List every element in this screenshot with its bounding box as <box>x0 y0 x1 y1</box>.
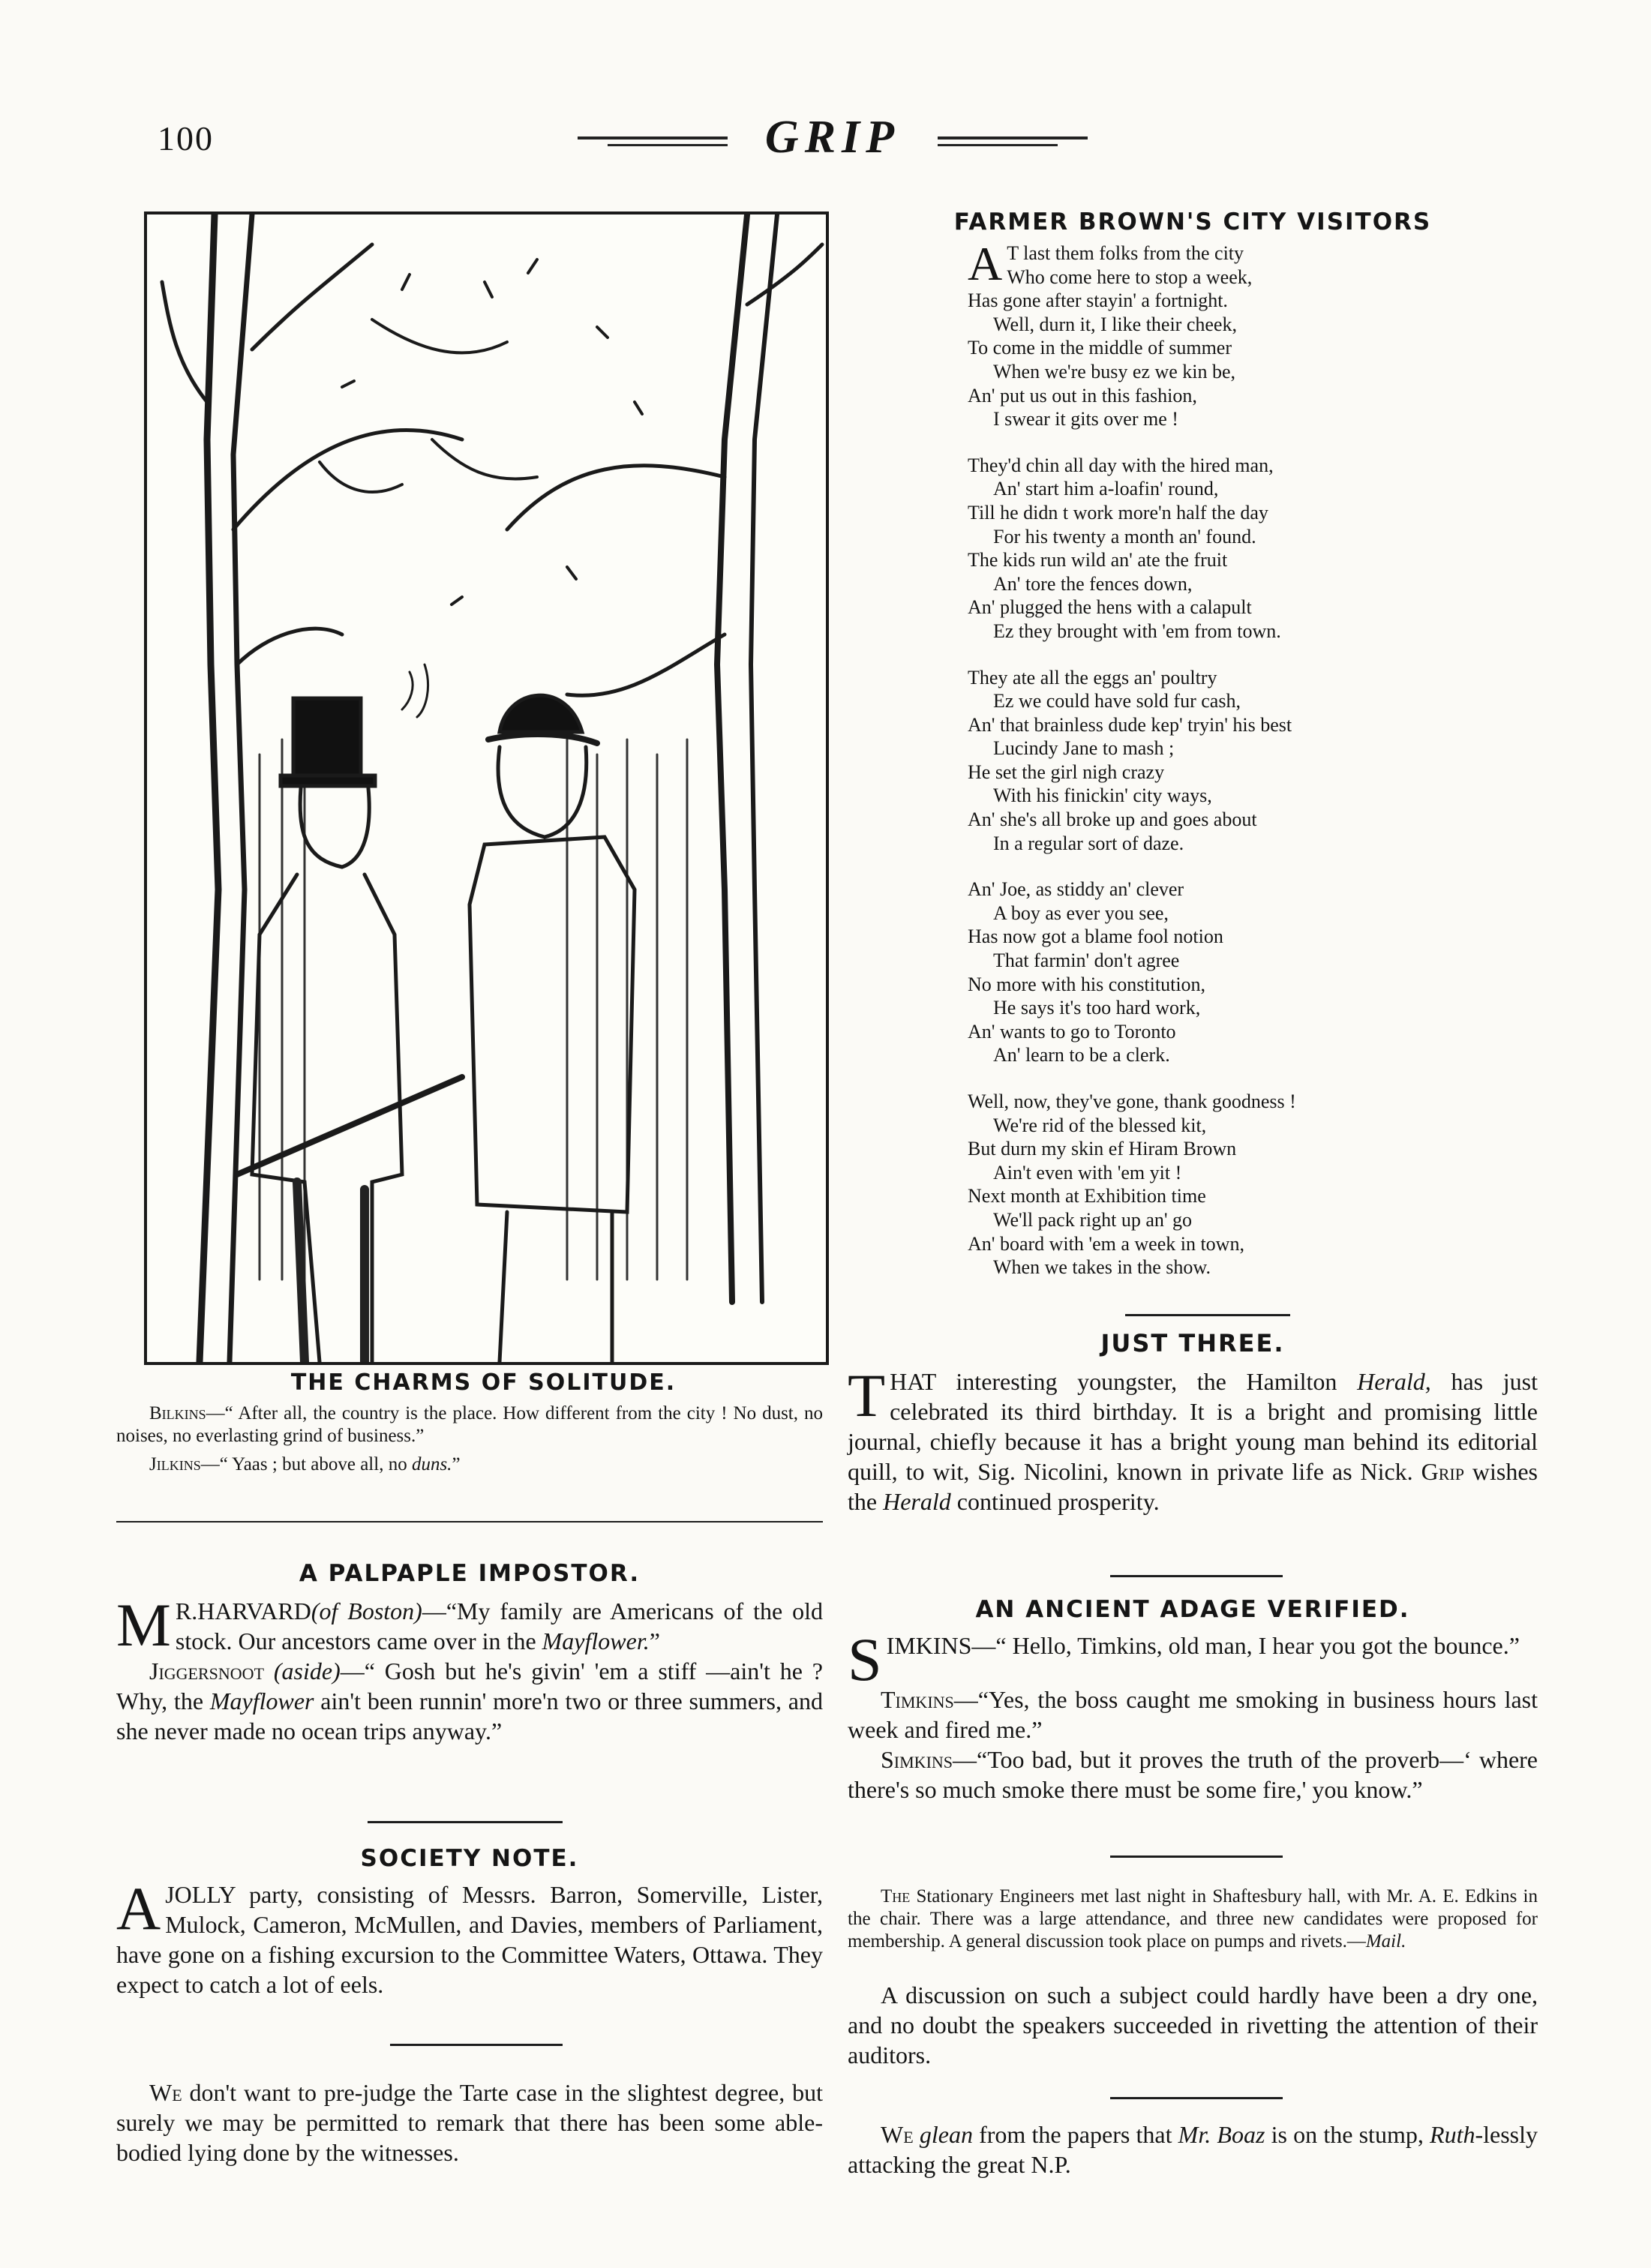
society-title: SOCIETY NOTE. <box>360 1845 579 1872</box>
impostor-p1-em2: Mayflower. <box>542 1628 650 1654</box>
boaz-glean: glean <box>919 2121 973 2148</box>
poem-line: But durn my skin ef Hiram Brown <box>968 1138 1237 1160</box>
impostor-p1-b: —“My family are Americans of the old stock. Our ancestors came over in the <box>175 1598 824 1654</box>
engineers-article <box>848 1886 1538 1953</box>
caption-speaker-2: Jilkins <box>149 1454 201 1474</box>
just-three-c: wishes the <box>848 1458 1538 1515</box>
society-drop-cap: A <box>116 1874 161 1942</box>
adage-p1: IMKINS—“ Hello, Timkins, old man, I hear you got the bounce.” <box>886 1632 1520 1659</box>
poem-line: A boy as ever you see, <box>993 902 1169 924</box>
adage-drop-cap: S <box>848 1625 882 1694</box>
adage-rule <box>1110 1856 1283 1858</box>
poem-line: For his twenty a month an' found. <box>993 525 1256 548</box>
caption-text-2b: ” <box>452 1454 461 1474</box>
adage-title: AN ANCIENT ADAGE VERIFIED. <box>975 1596 1410 1623</box>
cartoon-illustration <box>144 212 829 1365</box>
masthead-title: GRIP <box>764 112 901 163</box>
cartoon-title: THE CHARMS OF SOLITUDE. <box>290 1370 677 1396</box>
adage-p2: —“Yes, the boss caught me smoking in business hours last week and fired me.” <box>848 1686 1538 1743</box>
just-three-b: has just celebrated its third birthday. It is a bright and promising little journal, chiefly because it has a bright young man behind its editorial quill, to wit, Sig. Nicolini, known in private life as Nick. <box>848 1368 1538 1485</box>
just-three-em: Herald, <box>1357 1368 1431 1395</box>
impostor-rule <box>368 1821 563 1823</box>
poem-line: An' put us out in this fashion, <box>968 384 1197 406</box>
poem-line: Ez they brought with 'em from town. <box>993 620 1281 642</box>
poem-line: He set the girl nigh crazy <box>968 760 1165 783</box>
just-three-article <box>848 1361 1538 1516</box>
poem-line: I swear it gits over me ! <box>993 408 1178 430</box>
poem-line: An' start him a-loafin' round, <box>993 478 1219 500</box>
poem-line: Lucindy Jane to mash ; <box>993 737 1175 760</box>
masthead-rule-right <box>938 136 1088 140</box>
poem-line: When we're busy ez we kin be, <box>993 360 1236 382</box>
poem-line: Has gone after stayin' a fortnight. <box>968 290 1228 312</box>
poem-title: FARMER BROWN'S CITY VISITORS <box>953 208 1432 236</box>
poem-drop-cap: A <box>968 237 1003 290</box>
impostor-p2-aside: (aside) <box>264 1658 341 1684</box>
caption-text-1: —“ After all, the country is the place. How different from the city ! No dust, no noises, no everlasting grind of business.” <box>116 1403 823 1446</box>
adage-p2-speaker: Timkins <box>881 1686 954 1713</box>
poem-line: An' plugged the hens with a calapult <box>968 596 1252 619</box>
poem-line: With his finickin' city ways, <box>993 784 1212 807</box>
boaz-ruth: Ruth <box>1430 2121 1475 2148</box>
impostor-p2-em: Mayflower <box>209 1688 314 1714</box>
poem-stanza <box>968 237 1538 431</box>
impostor-article <box>116 1591 824 1746</box>
tarte-text: don't want to pre-judge the Tarte case in the slightest degree, but surely we may be permitted to remark that there has been some able-bodied lying done by the witnesses. <box>116 2079 823 2166</box>
masthead-rule-right-2 <box>938 144 1058 146</box>
poem-line: Well, now, they've gone, thank goodness ! <box>968 1090 1296 1112</box>
just-three-drop-cap: T <box>848 1361 886 1430</box>
boaz-lead: We <box>881 2121 914 2148</box>
poem-line: We're rid of the blessed kit, <box>993 1114 1207 1136</box>
engineers-comment: A discussion on such a subject could hardly have been a dry one, and no doubt the speakers succeeded in rivetting the attention of their auditors. <box>848 1982 1538 2068</box>
tarte-lead: We <box>149 2079 182 2106</box>
caption-text-2a: —“ Yaas ; but above all, no <box>200 1454 412 1474</box>
impostor-p2-speaker: Jiggersnoot <box>149 1658 265 1684</box>
poem-line: An' wants to go to Toronto <box>968 1020 1176 1042</box>
poem-line: Ez we could have sold fur cash, <box>993 690 1241 712</box>
society-text: JOLLY party, consisting of Messrs. Barron, Somerville, Lister, Mulock, Cameron, McMullen, and Davies, members of Parliament, have gone on a fishing excursion to the Committee Waters, Ottawa. They expect to catch a lot of eels. <box>116 1881 823 1998</box>
poem-line: An' board with 'em a week in town, <box>968 1232 1244 1255</box>
just-three-a: HAT interesting youngster, the Hamilton <box>890 1368 1358 1395</box>
engineers-lead: The <box>881 1886 911 1906</box>
just-three-rule <box>1110 1575 1283 1577</box>
engineers-comment-block <box>848 1980 1538 2070</box>
poem-stanza <box>968 666 1538 856</box>
engineers-source: Mail. <box>1365 1931 1406 1952</box>
poem-line: Ain't even with 'em yit ! <box>993 1161 1182 1184</box>
engineers-text: Stationary Engineers met last night in Shaftesbury hall, with Mr. A. E. Edkins in the chair. There was a large attendance, and three new candidates were proposed for membership. A general discussion took place on pumps and rivets.— <box>848 1886 1538 1952</box>
society-article <box>116 1874 823 2000</box>
just-three-d: continued prosperity. <box>950 1488 1160 1515</box>
society-rule <box>390 2044 563 2046</box>
poem-line: Till he didn t work more'n half the day <box>968 501 1268 524</box>
impostor-p1-c: ” <box>649 1628 660 1654</box>
poem-line: That farmin' don't agree <box>993 950 1180 972</box>
adage-p3-speaker: Simkins <box>881 1746 953 1773</box>
caption-rule <box>116 1521 823 1522</box>
cartoon-caption <box>116 1402 823 1476</box>
just-three-grip: Grip <box>1421 1458 1464 1485</box>
poem-stanza <box>968 1090 1538 1280</box>
poem-line: They ate all the eggs an' poultry <box>968 666 1217 688</box>
poem-stanza <box>968 454 1538 644</box>
just-three-em2: Herald <box>883 1488 951 1515</box>
masthead-rule-left <box>578 136 728 140</box>
caption-speaker-1: Bilkins <box>149 1403 206 1424</box>
poem-line: The kids run wild an' ate the fruit <box>968 549 1228 572</box>
poem-rule <box>1125 1314 1290 1316</box>
impostor-p1-em: (of Boston) <box>311 1598 422 1624</box>
poem-line: In a regular sort of daze. <box>993 832 1184 854</box>
poem-line: To come in the middle of summer <box>968 337 1232 359</box>
cartoon-drawing <box>147 214 826 1362</box>
masthead-rule-left-2 <box>608 144 728 146</box>
poem-line: They'd chin all day with the hired man, <box>968 454 1274 476</box>
caption-text-2-em: duns. <box>411 1454 452 1474</box>
impostor-title: A PALPAPLE IMPOSTOR. <box>299 1560 641 1587</box>
adage-article <box>848 1625 1538 1804</box>
poem-line: We'll pack right up an' go <box>993 1208 1193 1231</box>
boaz-b: is on the stump, <box>1265 2121 1430 2148</box>
just-three-title: JUST THREE. <box>1100 1329 1285 1358</box>
poem-line: An' she's all broke up and goes about <box>968 808 1257 831</box>
poem-line: When we takes in the show. <box>993 1256 1211 1279</box>
page-number: 100 <box>158 119 214 158</box>
engineers-rule <box>1110 2097 1283 2099</box>
poem-line: Well, durn it, I like their cheek, <box>993 313 1237 335</box>
poem-line: An' Joe, as stiddy an' clever <box>968 878 1184 901</box>
poem-line: An' that brainless dude kep' tryin' his best <box>968 713 1292 736</box>
poem-stanza <box>968 878 1538 1067</box>
poem-line: A T last them folks from the city <box>968 237 1244 290</box>
masthead <box>578 111 1088 164</box>
poem-line: Has now got a blame fool notion <box>968 926 1223 948</box>
tarte-article <box>116 2078 823 2168</box>
impostor-p1-a: R.HARVARD <box>175 1598 311 1624</box>
poem-body <box>968 237 1538 1302</box>
impostor-p2-b: ain't been runnin' more'n two or three summers, and she never made no ocean trips anyway.” <box>116 1688 824 1744</box>
impostor-p2-a: —“ Gosh but he's givin' 'em a stiff —ain't he ? Why, the <box>116 1658 824 1714</box>
adage-p3: —“Too bad, but it proves the truth of the proverb—‘ where there's so much smoke there must be some fire,' you know.” <box>848 1746 1538 1803</box>
boaz-c: -lessly attacking the great N.P. <box>848 2121 1538 2178</box>
poem-line: Who come here to stop a week, <box>1007 266 1253 288</box>
poem-line: An' tore the fences down, <box>993 572 1193 595</box>
impostor-drop-cap: M <box>116 1591 171 1659</box>
poem-line: An' learn to be a clerk. <box>993 1044 1170 1066</box>
poem-line: No more with his constitution, <box>968 973 1206 995</box>
boaz-a: from the papers that <box>972 2121 1178 2148</box>
poem-line: He says it's too hard work, <box>993 997 1201 1019</box>
poem-line: Next month at Exhibition time <box>968 1185 1206 1208</box>
boaz-name: Mr. Boaz <box>1178 2121 1265 2148</box>
boaz-article <box>848 2120 1538 2180</box>
